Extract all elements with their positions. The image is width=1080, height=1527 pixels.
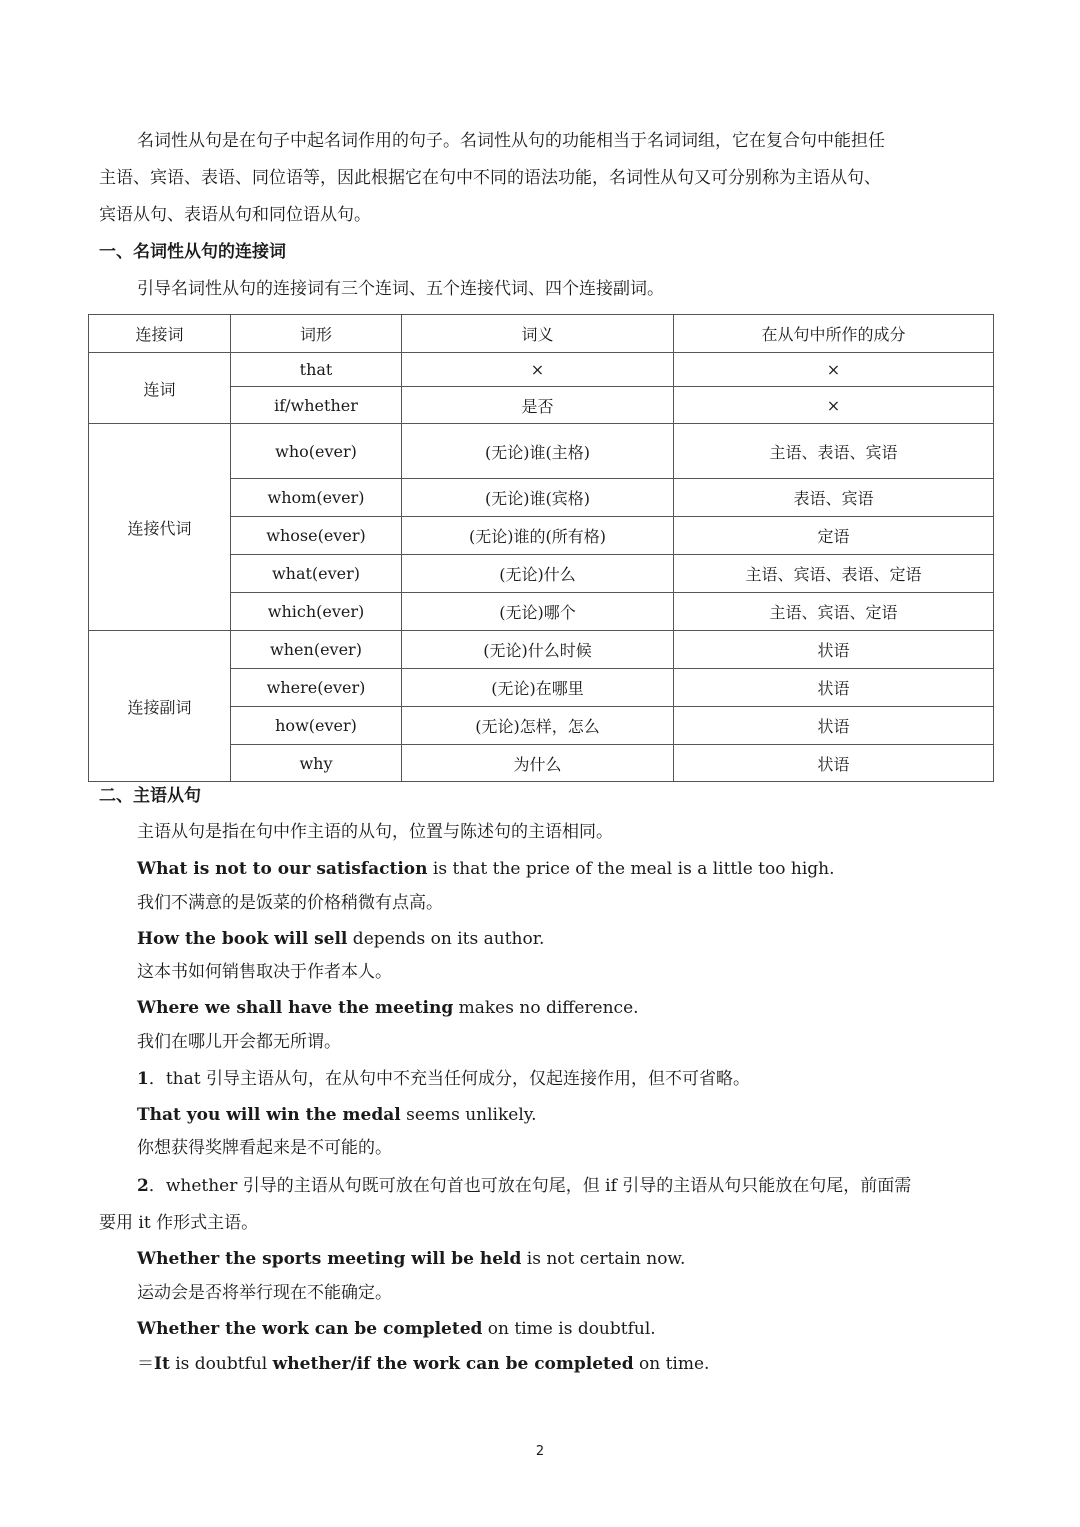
cell-meaning: (无论)在哪里 bbox=[402, 669, 674, 707]
example-4-rest: seems unlikely. bbox=[400, 1105, 537, 1125]
cell-role: 定语 bbox=[674, 517, 994, 555]
cell-meaning: 为什么 bbox=[402, 745, 674, 782]
cell-form: when(ever) bbox=[231, 631, 402, 669]
example-4-bold: That you will win the medal bbox=[137, 1105, 401, 1125]
header-conjunction: 连接词 bbox=[89, 315, 231, 353]
example-1-bold: What is not to our satisfaction bbox=[137, 859, 428, 879]
point-1-text: ．that 引导主语从句，在从句中不充当任何成分，仅起连接作用，但不可省略。 bbox=[148, 1069, 750, 1089]
table-row bbox=[89, 353, 994, 387]
cell-meaning: (无论)什么 bbox=[402, 555, 674, 593]
intro-line-1: 名词性从句是在句子中起名词作用的句子。名词性从句的功能相当于名词词组，它在复合句中能担任 bbox=[137, 131, 885, 151]
example-7-text-1: is doubtful bbox=[169, 1354, 273, 1374]
cell-form: where(ever) bbox=[231, 669, 402, 707]
example-5-bold: Whether the sports meeting will be held bbox=[137, 1249, 522, 1269]
example-2-bold: How the book will sell bbox=[137, 929, 348, 949]
example-5-rest: is not certain now. bbox=[521, 1249, 686, 1269]
example-7-prefix: ＝ bbox=[137, 1354, 154, 1374]
cell-form: why bbox=[231, 745, 402, 782]
header-meaning: 词义 bbox=[402, 315, 674, 353]
cell-role: × bbox=[674, 353, 994, 387]
cell-form: who(ever) bbox=[231, 424, 402, 479]
cell-meaning: (无论)谁(宾格) bbox=[402, 479, 674, 517]
point-2-continued: 要用 it 作形式主语。 bbox=[99, 1213, 259, 1233]
point-1 bbox=[137, 1069, 750, 1089]
cell-form: that bbox=[231, 353, 402, 387]
cell-form: which(ever) bbox=[231, 593, 402, 631]
example-4 bbox=[137, 1105, 537, 1125]
cell-meaning: (无论)谁的(所有格) bbox=[402, 517, 674, 555]
intro-line-3: 宾语从句、表语从句和同位语从句。 bbox=[99, 205, 371, 225]
point-2-text: ．whether 引导的主语从句既可放在句首也可放在句尾，但 if 引导的主语从句只能放在句尾，前面需 bbox=[148, 1176, 912, 1196]
example-7-bold-1: It bbox=[154, 1354, 170, 1374]
cell-form: what(ever) bbox=[231, 555, 402, 593]
example-5-translation: 运动会是否将举行现在不能确定。 bbox=[137, 1283, 392, 1303]
group-name-conjunctions: 连词 bbox=[89, 353, 231, 424]
example-2-translation: 这本书如何销售取决于作者本人。 bbox=[137, 962, 392, 982]
example-3 bbox=[137, 998, 639, 1018]
intro-line-2: 主语、宾语、表语、同位语等，因此根据它在句中不同的语法功能，名词性从句又可分别称为主语从句、 bbox=[99, 168, 881, 188]
cell-meaning: × bbox=[402, 353, 674, 387]
group-name-pronouns: 连接代词 bbox=[89, 424, 231, 631]
cell-role: 表语、宾语 bbox=[674, 479, 994, 517]
cell-role: 主语、宾语、定语 bbox=[674, 593, 994, 631]
point-2 bbox=[137, 1176, 911, 1196]
cell-form: whose(ever) bbox=[231, 517, 402, 555]
cell-role: 状语 bbox=[674, 669, 994, 707]
example-1-rest: is that the price of the meal is a little too high. bbox=[427, 859, 835, 879]
example-6-rest: on time is doubtful. bbox=[482, 1319, 656, 1339]
table-header-row bbox=[89, 315, 994, 353]
example-3-translation: 我们在哪儿开会都无所谓。 bbox=[137, 1032, 341, 1052]
point-1-number: 1 bbox=[137, 1069, 149, 1089]
example-6-bold: Whether the work can be completed bbox=[137, 1319, 483, 1339]
cell-form: how(ever) bbox=[231, 707, 402, 745]
section-2-description: 主语从句是指在句中作主语的从句，位置与陈述句的主语相同。 bbox=[137, 822, 613, 842]
example-5 bbox=[137, 1249, 685, 1269]
example-3-rest: makes no difference. bbox=[453, 998, 639, 1018]
cell-role: 主语、表语、宾语 bbox=[674, 424, 994, 479]
section-1-description: 引导名词性从句的连接词有三个连词、五个连接代词、四个连接副词。 bbox=[137, 279, 664, 299]
example-2 bbox=[137, 929, 544, 949]
cell-meaning: (无论)哪个 bbox=[402, 593, 674, 631]
example-7 bbox=[137, 1354, 709, 1374]
table-row bbox=[89, 424, 994, 479]
example-7-bold-2: whether/if the work can be completed bbox=[272, 1354, 634, 1374]
example-2-rest: depends on its author. bbox=[347, 929, 545, 949]
example-1 bbox=[137, 859, 835, 879]
page-number: 2 bbox=[535, 1444, 545, 1459]
section-2-heading: 二、主语从句 bbox=[99, 786, 201, 806]
point-2-number: 2 bbox=[137, 1176, 149, 1196]
cell-meaning: (无论)什么时候 bbox=[402, 631, 674, 669]
cell-meaning: 是否 bbox=[402, 387, 674, 424]
cell-meaning: (无论)怎样，怎么 bbox=[402, 707, 674, 745]
example-4-translation: 你想获得奖牌看起来是不可能的。 bbox=[137, 1138, 392, 1158]
cell-role: 状语 bbox=[674, 745, 994, 782]
cell-role: × bbox=[674, 387, 994, 424]
cell-role: 状语 bbox=[674, 631, 994, 669]
conjunction-table bbox=[88, 314, 994, 782]
table-row bbox=[89, 631, 994, 669]
example-7-text-2: on time. bbox=[633, 1354, 710, 1374]
cell-role: 状语 bbox=[674, 707, 994, 745]
cell-role: 主语、宾语、表语、定语 bbox=[674, 555, 994, 593]
example-1-translation: 我们不满意的是饭菜的价格稍微有点高。 bbox=[137, 893, 443, 913]
header-form: 词形 bbox=[231, 315, 402, 353]
header-role: 在从句中所作的成分 bbox=[674, 315, 994, 353]
cell-form: whom(ever) bbox=[231, 479, 402, 517]
example-3-bold: Where we shall have the meeting bbox=[137, 998, 454, 1018]
section-1-heading: 一、名词性从句的连接词 bbox=[99, 242, 286, 262]
example-6 bbox=[137, 1319, 656, 1339]
group-name-adverbs: 连接副词 bbox=[89, 631, 231, 782]
cell-meaning: (无论)谁(主格) bbox=[402, 424, 674, 479]
cell-form: if/whether bbox=[231, 387, 402, 424]
